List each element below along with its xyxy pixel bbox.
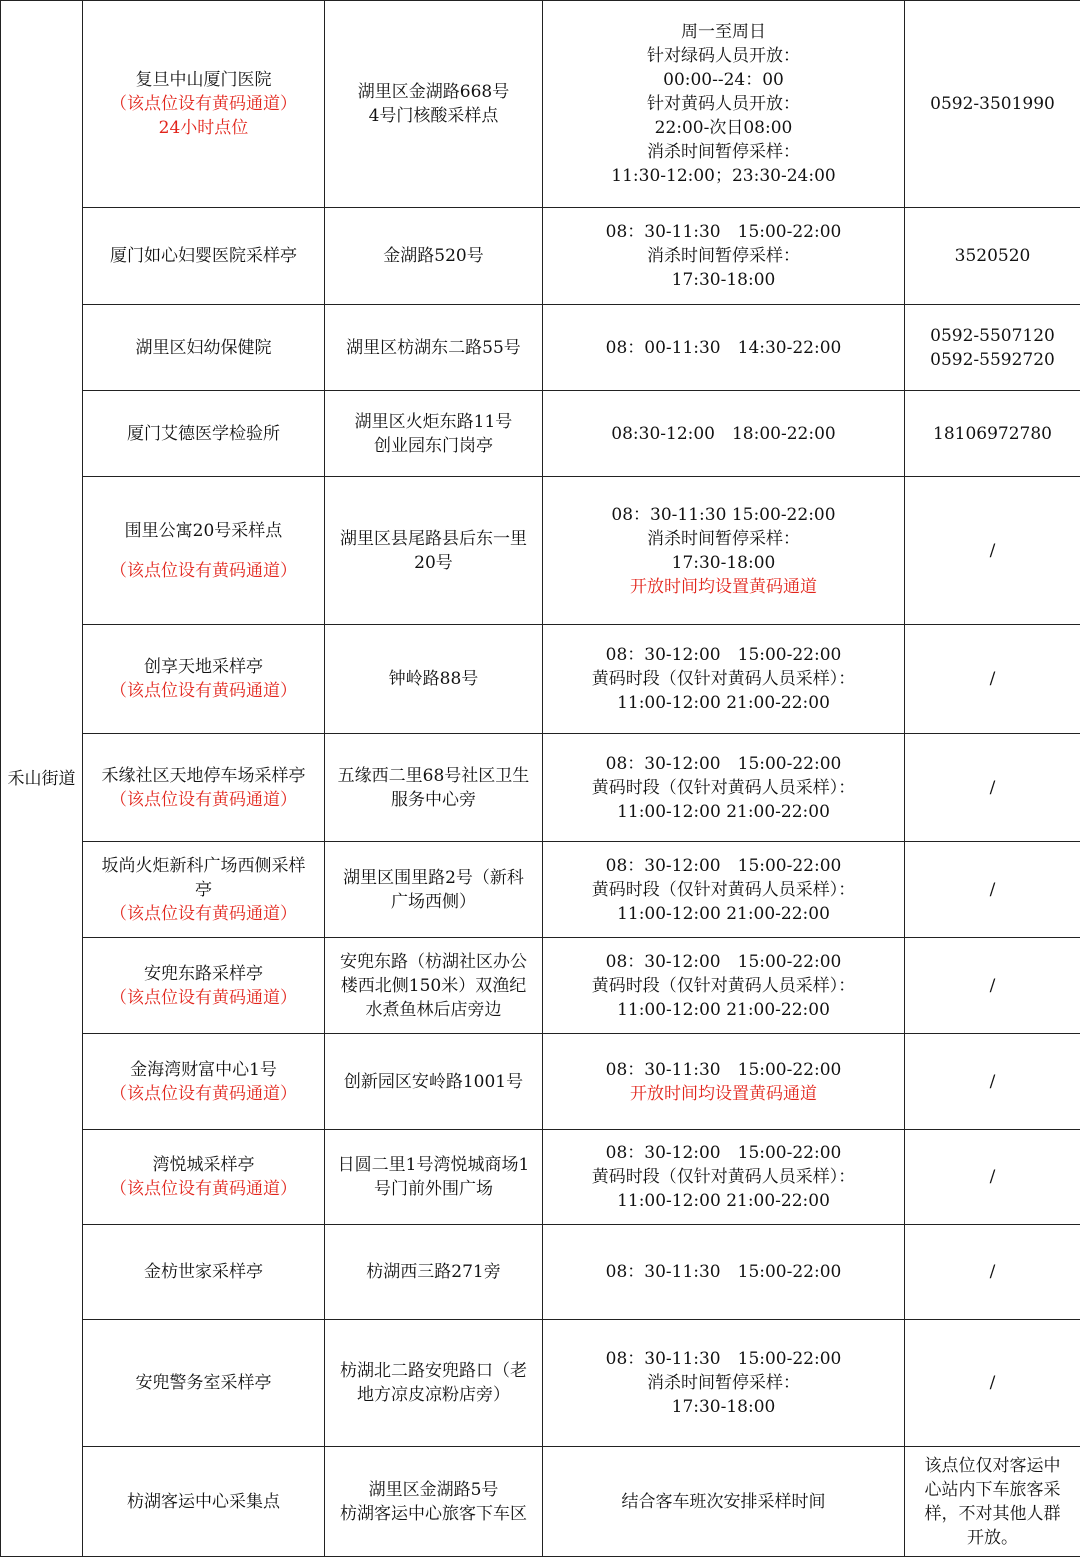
site-name-cell [83,477,325,625]
phone-number: 0592-5592720 [907,348,1078,372]
address-line: 创新园区安岭路1001号 [327,1070,540,1094]
site-name: 厦门艾德医学检验所 [85,422,322,446]
address-line: 20号 [327,551,540,575]
table-row [1,1034,1080,1130]
hours-line: 11:00-12:00 21:00-22:00 [545,998,902,1022]
yellow-code-note: （该点位设有黄码通道） [85,1177,322,1201]
hours-line: 08：30-11:30 15:00-22:00 [545,1347,902,1371]
site-name-cell [83,1,325,208]
hours-line: 针对绿码人员开放： [545,44,902,68]
site-name-cell [83,1447,325,1557]
address-cell [325,208,543,305]
address-cell [325,477,543,625]
hours-line: 11:00-12:00 21:00-22:00 [545,691,902,715]
site-name: 金海湾财富中心1号 [85,1058,322,1082]
site-name: 亭 [85,878,322,902]
hours-line: 11:00-12:00 21:00-22:00 [545,1189,902,1213]
site-name: 湖里区妇幼保健院 [85,336,322,360]
address-line: 楼西北侧150米）双渔纪 [327,974,540,998]
district-cell [1,1,83,1557]
hours-line: 08：30-12:00 15:00-22:00 [545,752,902,776]
note-line: 样，不对其他人群 [907,1502,1078,1526]
site-name: 禾缘社区天地停车场采样亭 [85,764,322,788]
table-body [1,1,1080,1557]
hours-cell [543,734,905,842]
hours-line: 17:30-18:00 [545,268,902,292]
hours-line: 针对黄码人员开放： [545,92,902,116]
phone-number: / [907,539,1078,563]
address-line: 号门前外围广场 [327,1177,540,1201]
hours-cell [543,1320,905,1447]
hours-line: 消杀时间暂停采样： [545,527,902,551]
phone-cell [905,391,1080,477]
hours-line: 08：00-11:30 14:30-22:00 [545,336,902,360]
table-row [1,305,1080,391]
hours-cell [543,1,905,208]
address-cell [325,938,543,1034]
phone-number: 3520520 [907,244,1078,268]
address-line: 钟岭路88号 [327,667,540,691]
hours-cell [543,1034,905,1130]
phone-cell [905,1225,1080,1320]
address-line: 水煮鱼林后店旁边 [327,998,540,1022]
site-name: 安兜警务室采样亭 [85,1371,322,1395]
address-cell [325,734,543,842]
table-row [1,208,1080,305]
yellow-code-note: （该点位设有黄码通道） [85,679,322,703]
note-line: 心站内下车旅客采 [907,1478,1078,1502]
phone-cell [905,938,1080,1034]
hours-cell [543,625,905,734]
hours-line: 08：30-12:00 15:00-22:00 [545,950,902,974]
phone-cell [905,1,1080,208]
phone-cell [905,477,1080,625]
site-name-cell [83,734,325,842]
phone-cell [905,842,1080,938]
phone-cell [905,208,1080,305]
hours-line: 08：30-11:30 15:00-22:00 [545,1260,902,1284]
phone-number: / [907,1260,1078,1284]
hours-line: 黄码时段（仅针对黄码人员采样）： [545,974,902,998]
site-name-cell [83,842,325,938]
yellow-code-note: （该点位设有黄码通道） [85,902,322,926]
phone-number: / [907,667,1078,691]
address-line: 枋湖客运中心旅客下车区 [327,1502,540,1526]
hours-line: 11:00-12:00 21:00-22:00 [545,902,902,926]
hours-line: 消杀时间暂停采样： [545,1371,902,1395]
hours-line: 结合客车班次安排采样时间 [545,1490,902,1514]
site-name: 厦门如心妇婴医院采样亭 [85,244,322,268]
phone-number: / [907,776,1078,800]
address-cell [325,1320,543,1447]
hours-line: 08：30-12:00 15:00-22:00 [545,854,902,878]
address-line: 4号门核酸采样点 [327,104,540,128]
note-line: 该点位仅对客运中 [907,1454,1078,1478]
phone-number: / [907,1371,1078,1395]
phone-number: / [907,878,1078,902]
address-cell [325,1130,543,1225]
phone-number: 18106972780 [907,422,1078,446]
hours-line: 周一至周日 [545,20,902,44]
address-cell [325,1447,543,1557]
site-name: 金枋世家采样亭 [85,1260,322,1284]
table-row [1,477,1080,625]
hours-line: 黄码时段（仅针对黄码人员采样）： [545,667,902,691]
site-name-cell [83,305,325,391]
address-line: 湖里区火炬东路11号 [327,410,540,434]
site-name: 复旦中山厦门医院 [85,68,322,92]
hours-line: 黄码时段（仅针对黄码人员采样）： [545,776,902,800]
hours-line: 17:30-18:00 [545,551,902,575]
yellow-code-hours-note: 开放时间均设置黄码通道 [545,1082,902,1106]
site-name-cell [83,938,325,1034]
phone-number: / [907,1070,1078,1094]
address-cell [325,842,543,938]
site-name: 湾悦城采样亭 [85,1153,322,1177]
phone-cell [905,1034,1080,1130]
address-cell [325,1225,543,1320]
table-row [1,938,1080,1034]
address-line: 湖里区枋湖东二路55号 [327,336,540,360]
yellow-code-note: （该点位设有黄码通道） [85,1082,322,1106]
hours-cell [543,208,905,305]
table-row [1,842,1080,938]
hours-cell [543,1130,905,1225]
hours-line: 00:00--24：00 [545,68,902,92]
site-name: 安兜东路采样亭 [85,962,322,986]
note-cell [905,1447,1080,1557]
address-line: 湖里区围里路2号（新科 [327,866,540,890]
table-row [1,1320,1080,1447]
hours-cell [543,842,905,938]
site-name-cell [83,1320,325,1447]
address-line: 地方凉皮凉粉店旁） [327,1383,540,1407]
phone-number: / [907,974,1078,998]
address-line: 五缘西二里68号社区卫生 [327,764,540,788]
address-cell [325,1034,543,1130]
address-line: 服务中心旁 [327,788,540,812]
hours-cell [543,305,905,391]
site-name-cell [83,625,325,734]
spacer [85,543,322,559]
hours-line: 消杀时间暂停采样： [545,140,902,164]
phone-number: 0592-3501990 [907,92,1078,116]
hours-line: 17:30-18:00 [545,1395,902,1419]
phone-cell [905,625,1080,734]
yellow-code-hours-note: 开放时间均设置黄码通道 [545,575,902,599]
address-line: 湖里区金湖路5号 [327,1478,540,1502]
hours-line: 22:00-次日08:00 [545,116,902,140]
site-name: 坂尚火炬新科广场西侧采样 [85,854,322,878]
hours-cell [543,391,905,477]
site-name-cell [83,208,325,305]
district-name: 禾山街道 [3,767,80,791]
site-name: 创享天地采样亭 [85,655,322,679]
table-row [1,1447,1080,1557]
phone-cell [905,1130,1080,1225]
hours-line: 黄码时段（仅针对黄码人员采样）： [545,1165,902,1189]
hours-line: 11:00-12:00 21:00-22:00 [545,800,902,824]
table-row [1,391,1080,477]
hours-line: 08：30-12:00 15:00-22:00 [545,1141,902,1165]
hours-line: 消杀时间暂停采样： [545,244,902,268]
yellow-code-note: （该点位设有黄码通道） [85,92,322,116]
address-line: 枋湖西三路271旁 [327,1260,540,1284]
hours-line: 08：30-11:30 15:00-22:00 [545,1058,902,1082]
site-name-cell [83,1225,325,1320]
table-row [1,1130,1080,1225]
table-row [1,734,1080,842]
phone-number: 0592-5507120 [907,324,1078,348]
hours-cell [543,477,905,625]
hours-cell [543,938,905,1034]
yellow-code-note: （该点位设有黄码通道） [85,986,322,1010]
phone-cell [905,305,1080,391]
address-cell [325,305,543,391]
address-cell [325,625,543,734]
address-line: 日圆二里1号湾悦城商场1 [327,1153,540,1177]
hours-line: 08：30-12:00 15:00-22:00 [545,643,902,667]
yellow-code-note: （该点位设有黄码通道） [85,559,322,583]
site-name-cell [83,1130,325,1225]
phone-cell [905,734,1080,842]
site-name: 枋湖客运中心采集点 [85,1490,322,1514]
hours-line: 08:30-12:00 18:00-22:00 [545,422,902,446]
hours-line: 11:30-12:00；23:30-24:00 [545,164,902,188]
hours-cell [543,1225,905,1320]
address-line: 金湖路520号 [327,244,540,268]
note-line: 开放。 [907,1526,1078,1550]
phone-cell [905,1320,1080,1447]
address-line: 创业园东门岗亭 [327,434,540,458]
hours-line: 08：30-11:30 15:00-22:00 [545,503,902,527]
phone-number: / [907,1165,1078,1189]
table-row [1,1,1080,208]
address-cell [325,1,543,208]
hours-line: 黄码时段（仅针对黄码人员采样）： [545,878,902,902]
24h-note: 24小时点位 [85,116,322,140]
table-row [1,625,1080,734]
address-line: 湖里区金湖路668号 [327,80,540,104]
site-name-cell [83,391,325,477]
address-line: 广场西侧） [327,890,540,914]
site-name-cell [83,1034,325,1130]
address-line: 安兜东路（枋湖社区办公 [327,950,540,974]
table-row [1,1225,1080,1320]
address-line: 湖里区县尾路县后东一里 [327,527,540,551]
hours-cell [543,1447,905,1557]
hours-line: 08：30-11:30 15:00-22:00 [545,220,902,244]
address-line: 枋湖北二路安兜路口（老 [327,1359,540,1383]
yellow-code-note: （该点位设有黄码通道） [85,788,322,812]
address-cell [325,391,543,477]
site-name: 围里公寓20号采样点 [85,519,322,543]
